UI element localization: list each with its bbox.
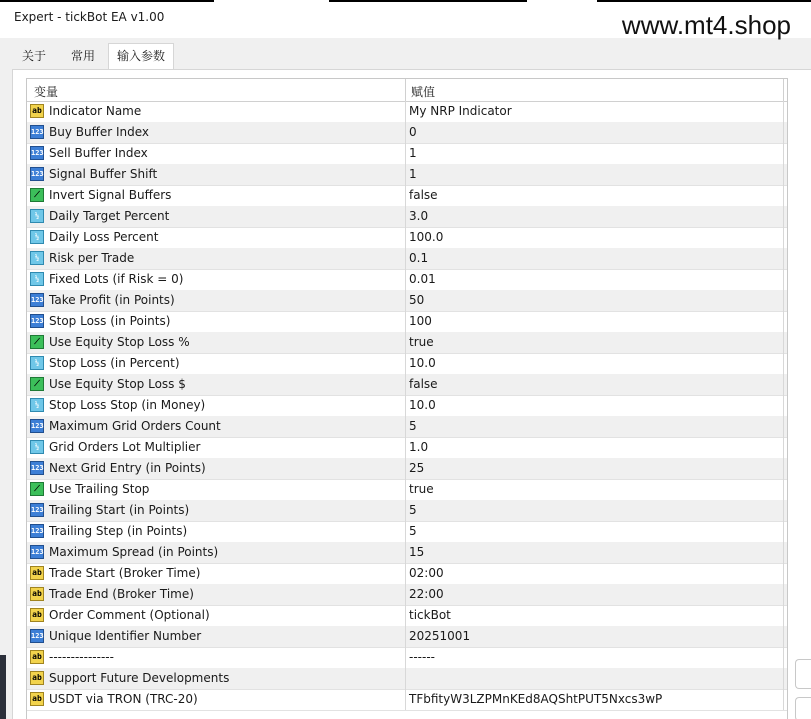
parameter-name: Trade Start (Broker Time) xyxy=(49,566,201,580)
parameter-name: Next Grid Entry (in Points) xyxy=(49,461,206,475)
parameter-value[interactable]: 100.0 xyxy=(409,230,444,244)
double-type-icon: ½ xyxy=(30,398,44,412)
tab-common-label: 常用 xyxy=(70,49,95,63)
parameter-value[interactable]: 20251001 xyxy=(409,629,471,643)
watermark-text: www.mt4.shop xyxy=(621,10,791,40)
parameter-name: Maximum Grid Orders Count xyxy=(49,419,221,433)
boolean-type-icon: ⟋ xyxy=(30,482,44,496)
parameter-value[interactable]: 0.1 xyxy=(409,251,429,265)
parameter-name: Use Equity Stop Loss % xyxy=(49,335,190,349)
parameter-value[interactable]: 1.0 xyxy=(409,440,429,454)
parameter-name: Trailing Step (in Points) xyxy=(49,524,188,538)
double-type-icon: ½ xyxy=(30,356,44,370)
table-row[interactable] xyxy=(27,563,787,585)
parameter-name: Trade End (Broker Time) xyxy=(49,587,194,601)
double-type-icon: ½ xyxy=(30,272,44,286)
parameter-name: Daily Target Percent xyxy=(49,209,170,223)
parameter-value[interactable]: 100 xyxy=(409,314,432,328)
boolean-type-icon: ⟋ xyxy=(30,335,44,349)
parameter-name: Fixed Lots (if Risk = 0) xyxy=(49,272,184,286)
parameter-name: Daily Loss Percent xyxy=(49,230,159,244)
string-type-icon: ab xyxy=(30,692,44,706)
parameter-name: Grid Orders Lot Multiplier xyxy=(49,440,201,454)
table-row[interactable] xyxy=(27,164,787,186)
parameter-name: Stop Loss (in Points) xyxy=(49,314,171,328)
parameter-value[interactable]: 5 xyxy=(409,503,417,517)
table-row[interactable] xyxy=(27,395,787,417)
parameter-value[interactable]: tickBot xyxy=(409,608,451,622)
parameter-value[interactable]: 02:00 xyxy=(409,566,444,580)
table-row[interactable] xyxy=(27,542,787,564)
table-row[interactable] xyxy=(27,668,787,690)
integer-type-icon: 123 xyxy=(30,461,44,475)
table-row[interactable] xyxy=(27,206,787,228)
parameter-name: --------------- xyxy=(49,650,114,664)
table-row[interactable] xyxy=(27,416,787,438)
double-type-icon: ½ xyxy=(30,440,44,454)
title-bar[interactable] xyxy=(0,0,811,38)
integer-type-icon: 123 xyxy=(30,524,44,538)
integer-type-icon: 123 xyxy=(30,146,44,160)
parameter-name: Trailing Start (in Points) xyxy=(49,503,190,517)
integer-type-icon: 123 xyxy=(30,314,44,328)
table-row[interactable] xyxy=(27,101,787,123)
parameter-value[interactable]: 5 xyxy=(409,524,417,538)
table-row[interactable] xyxy=(27,437,787,459)
parameter-name: Stop Loss Stop (in Money) xyxy=(49,398,206,412)
table-row[interactable] xyxy=(27,689,787,711)
parameter-value[interactable]: 10.0 xyxy=(409,398,436,412)
parameter-name: Use Equity Stop Loss $ xyxy=(49,377,186,391)
parameter-value[interactable]: TFbfityW3LZPMnKEd8AQShtPUT5Nxcs3wP xyxy=(409,692,663,706)
string-type-icon: ab xyxy=(30,608,44,622)
parameter-value[interactable]: 5 xyxy=(409,419,417,433)
parameter-value[interactable]: 50 xyxy=(409,293,425,307)
string-type-icon: ab xyxy=(30,104,44,118)
parameter-name: Support Future Developments xyxy=(49,671,230,685)
parameter-value[interactable]: My NRP Indicator xyxy=(409,104,512,118)
column-header-value[interactable]: 赋值 xyxy=(411,85,436,99)
table-row[interactable] xyxy=(27,143,787,165)
parameter-name: Signal Buffer Shift xyxy=(49,167,158,181)
table-header xyxy=(27,79,787,102)
table-row[interactable] xyxy=(27,458,787,480)
tab-about[interactable] xyxy=(12,44,56,69)
table-row[interactable] xyxy=(27,290,787,312)
tab-common[interactable] xyxy=(58,44,108,69)
table-row[interactable] xyxy=(27,626,787,648)
table-row[interactable] xyxy=(27,353,787,375)
table-row[interactable] xyxy=(27,584,787,606)
integer-type-icon: 123 xyxy=(30,293,44,307)
column-header-variable[interactable]: 变量 xyxy=(34,85,59,99)
parameter-name: Indicator Name xyxy=(49,104,142,118)
integer-type-icon: 123 xyxy=(30,167,44,181)
tab-inputs-label: 输入参数 xyxy=(116,49,165,63)
table-row[interactable] xyxy=(27,311,787,333)
parameter-value[interactable]: false xyxy=(409,377,438,391)
parameter-value[interactable]: 0 xyxy=(409,125,417,139)
parameter-value[interactable]: 10.0 xyxy=(409,356,436,370)
table-row[interactable] xyxy=(27,500,787,522)
table-row[interactable] xyxy=(27,122,787,144)
parameter-value[interactable]: ------ xyxy=(409,650,435,664)
parameter-value[interactable]: 1 xyxy=(409,146,417,160)
table-row[interactable] xyxy=(27,605,787,627)
parameter-value[interactable]: 3.0 xyxy=(409,209,429,223)
integer-type-icon: 123 xyxy=(30,125,44,139)
table-row[interactable] xyxy=(27,185,787,207)
parameter-value[interactable]: 1 xyxy=(409,167,417,181)
table-row[interactable] xyxy=(27,374,787,396)
boolean-type-icon: ⟋ xyxy=(30,188,44,202)
parameter-name: Stop Loss (in Percent) xyxy=(49,356,180,370)
parameter-value[interactable]: 0.01 xyxy=(409,272,436,286)
window-title: Expert - tickBot EA v1.00 xyxy=(14,10,165,24)
parameter-name: Invert Signal Buffers xyxy=(49,188,172,202)
double-type-icon: ½ xyxy=(30,251,44,265)
parameter-value[interactable]: 22:00 xyxy=(409,587,444,601)
desktop-edge xyxy=(0,655,6,719)
integer-type-icon: 123 xyxy=(30,545,44,559)
table-row[interactable] xyxy=(27,227,787,249)
table-row[interactable] xyxy=(27,248,787,270)
parameter-value[interactable]: 15 xyxy=(409,545,425,559)
string-type-icon: ab xyxy=(30,650,44,664)
string-type-icon: ab xyxy=(30,587,44,601)
parameter-name: USDT via TRON (TRC-20) xyxy=(49,692,198,706)
string-type-icon: ab xyxy=(30,566,44,580)
parameter-name: Take Profit (in Points) xyxy=(49,293,175,307)
boolean-type-icon: ⟋ xyxy=(30,377,44,391)
table-row[interactable] xyxy=(27,332,787,354)
parameter-name: Sell Buffer Index xyxy=(49,146,148,160)
top-edge-strip xyxy=(0,0,811,2)
parameter-value[interactable]: true xyxy=(409,482,434,496)
table-row[interactable] xyxy=(27,479,787,501)
parameter-name: Order Comment (Optional) xyxy=(49,608,210,622)
parameter-name: Maximum Spread (in Points) xyxy=(49,545,219,559)
parameter-value[interactable]: false xyxy=(409,188,438,202)
table-row[interactable] xyxy=(27,647,787,669)
table-row[interactable] xyxy=(27,521,787,543)
parameter-name: Use Trailing Stop xyxy=(49,482,150,496)
tab-about-label: 关于 xyxy=(21,49,46,63)
double-type-icon: ½ xyxy=(30,230,44,244)
parameter-name: Buy Buffer Index xyxy=(49,125,150,139)
integer-type-icon: 123 xyxy=(30,503,44,517)
tab-inputs[interactable] xyxy=(108,43,174,71)
double-type-icon: ½ xyxy=(30,209,44,223)
integer-type-icon: 123 xyxy=(30,419,44,433)
inputs-table[interactable] xyxy=(26,78,788,719)
table-row[interactable] xyxy=(27,269,787,291)
integer-type-icon: 123 xyxy=(30,629,44,643)
parameter-value[interactable]: 25 xyxy=(409,461,425,475)
parameter-name: Risk per Trade xyxy=(49,251,135,265)
parameter-name: Unique Identifier Number xyxy=(49,629,202,643)
side-button-2[interactable] xyxy=(795,697,811,719)
side-button[interactable] xyxy=(795,659,811,689)
parameter-value[interactable]: true xyxy=(409,335,434,349)
string-type-icon: ab xyxy=(30,671,44,685)
